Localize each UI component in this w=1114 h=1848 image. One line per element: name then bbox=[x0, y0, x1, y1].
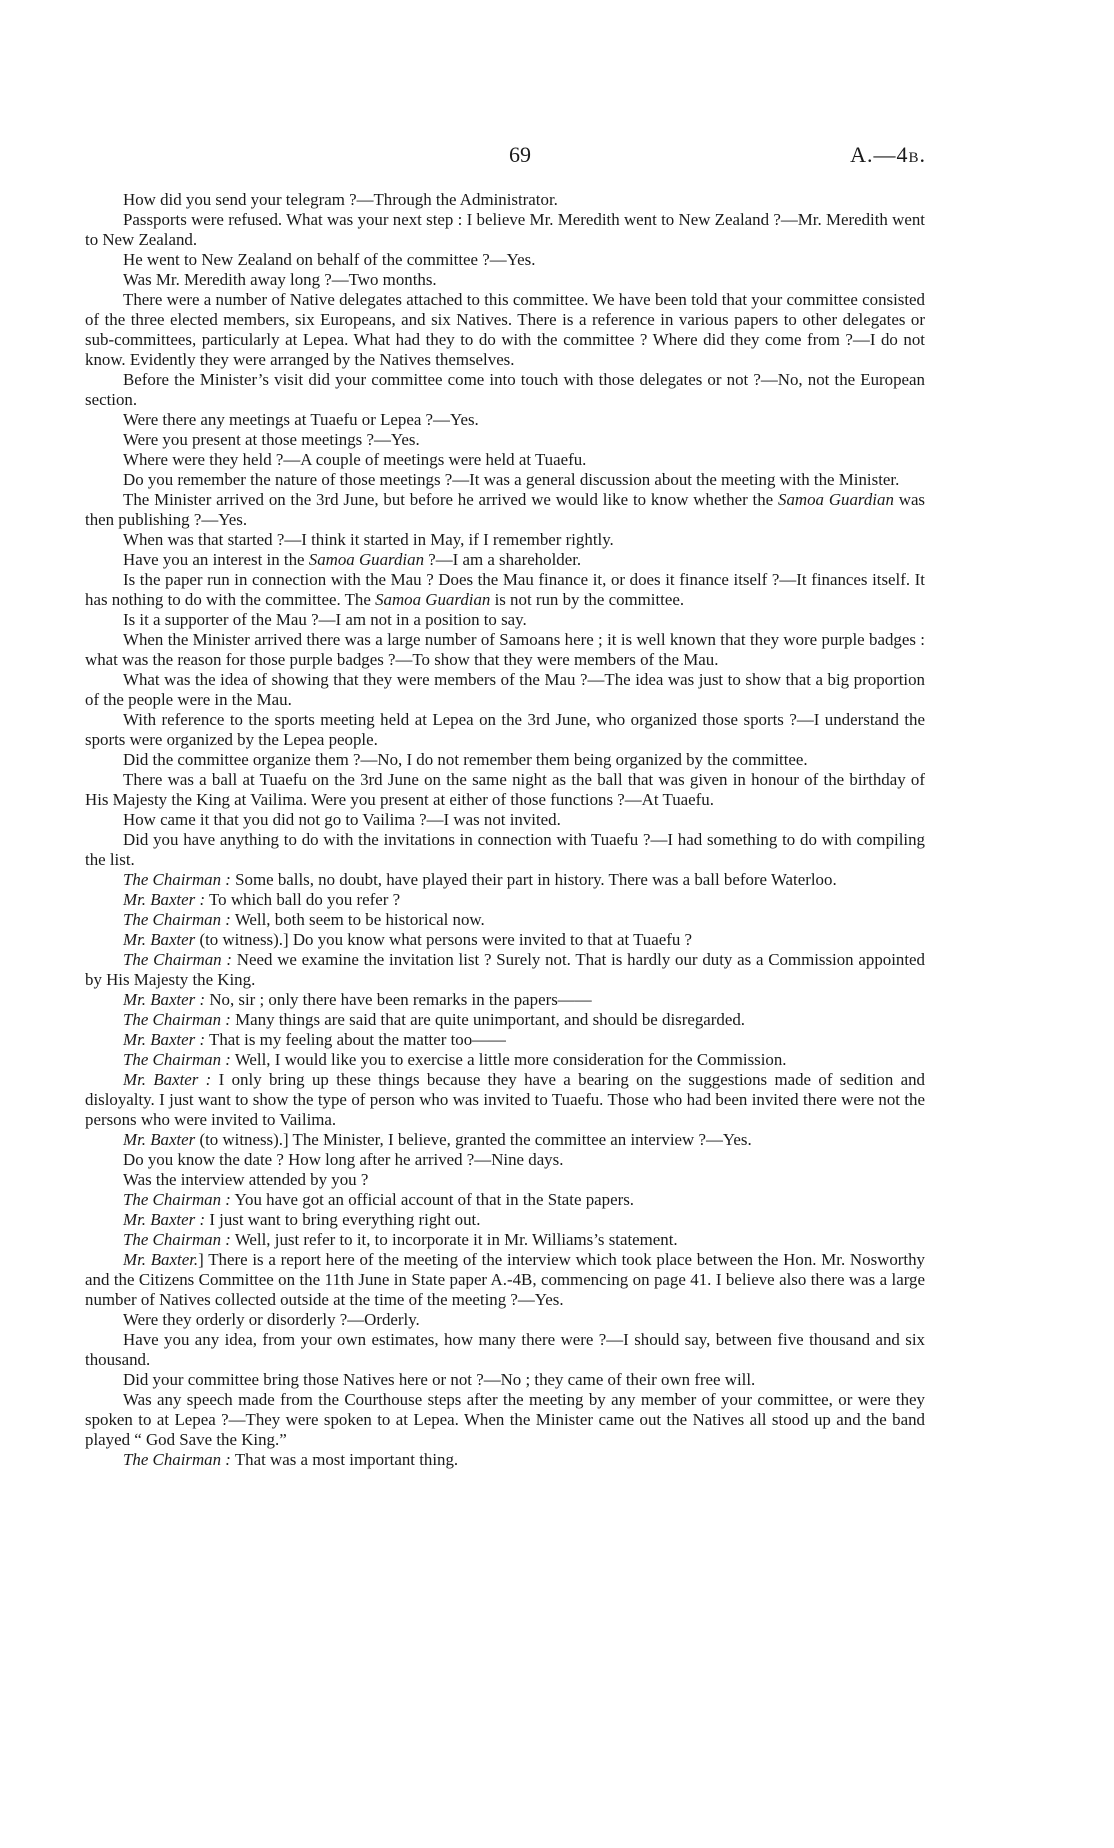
paragraph-text: Did the committee organize them ?—No, I do not remember them being organized by the committee. bbox=[123, 750, 808, 769]
paragraph bbox=[85, 290, 925, 370]
paragraph-text: ] There is a report here of the meeting of the interview which took place between the Hon. Mr. Nosworthy and the Citizens Committee on the 11th June in State paper A.-4B, commencing on page 41. I believe also there was a large number of Natives collected outside at the time of the meeting ?—Yes. bbox=[85, 1250, 925, 1309]
paragraph-text: That was a most important thing. bbox=[230, 1450, 459, 1469]
paragraph bbox=[85, 1210, 925, 1230]
paragraph bbox=[85, 630, 925, 670]
paragraph bbox=[85, 470, 925, 490]
paragraph-text: When was that started ?—I think it started in May, if I remember rightly. bbox=[123, 530, 614, 549]
italic-text: The Chairman : bbox=[123, 910, 231, 929]
paragraph-text: With reference to the sports meeting held at Lepea on the 3rd June, who organized those sports ?—I understand the sports were organized by the Lepea people. bbox=[85, 710, 925, 749]
paragraph-text: How did you send your telegram ?—Through the Administrator. bbox=[123, 190, 558, 209]
paragraph bbox=[85, 930, 925, 950]
paragraph bbox=[85, 1170, 925, 1190]
paragraph-text: Well, just refer to it, to incorporate it in Mr. Williams’s statement. bbox=[230, 1230, 678, 1249]
paragraph bbox=[85, 1030, 925, 1050]
paragraph-text: No, sir ; only there have been remarks in the papers—— bbox=[205, 990, 592, 1009]
paragraph-text: Some balls, no doubt, have played their part in history. There was a ball before Waterloo. bbox=[230, 870, 837, 889]
paragraph-text: How came it that you did not go to Vailima ?—I was not invited. bbox=[123, 810, 561, 829]
paragraph bbox=[85, 990, 925, 1010]
paragraph-text: What was the idea of showing that they were members of the Mau ?—The idea was just to show that a big proportion of the people were in the Mau. bbox=[85, 670, 925, 709]
paragraph bbox=[85, 450, 925, 470]
italic-text: Mr. Baxter bbox=[123, 1130, 196, 1149]
paragraph bbox=[85, 710, 925, 750]
paragraph-text: The Minister arrived on the 3rd June, but before he arrived we would like to know whether the bbox=[123, 490, 779, 509]
page-number: 69 bbox=[509, 142, 531, 167]
paragraph-text: There were a number of Native delegates attached to this committee. We have been told that your committee consisted of the three elected members, six Europeans, and six Natives. There is a reference in various papers to other delegates or sub-committees, particularly at Lepea. What had they to do with the committee ? Where did they come from ?—I do not know. Evidently they were arranged by the Natives themselves. bbox=[85, 290, 925, 369]
paragraph bbox=[85, 490, 925, 530]
italic-text: The Chairman : bbox=[123, 1230, 231, 1249]
paragraph-text: There was a ball at Tuaefu on the 3rd June on the same night as the ball that was given in honour of the birthday of His Majesty the King at Vailima. Were you present at either of those functions ?—At Tuaefu. bbox=[85, 770, 925, 809]
paragraph bbox=[85, 1370, 925, 1390]
paragraph-text: Did your committee bring those Natives here or not ?—No ; they came of their own free will. bbox=[123, 1370, 756, 1389]
paragraph-text: Many things are said that are quite unimportant, and should be disregarded. bbox=[230, 1010, 746, 1029]
italic-text: Mr. Baxter : bbox=[123, 990, 206, 1009]
paragraph bbox=[85, 1050, 925, 1070]
paragraph bbox=[85, 750, 925, 770]
italic-text: Mr. Baxter bbox=[123, 930, 196, 949]
italic-text: The Chairman : bbox=[123, 870, 231, 889]
paragraph bbox=[85, 950, 925, 990]
paragraph bbox=[85, 270, 925, 290]
paragraph bbox=[85, 610, 925, 630]
paragraph-text: (to witness).] Do you know what persons were invited to that at Tuaefu ? bbox=[195, 930, 693, 949]
paragraph bbox=[85, 1150, 925, 1170]
paragraph-text: Was Mr. Meredith away long ?—Two months. bbox=[123, 270, 437, 289]
paragraph bbox=[85, 910, 925, 930]
paragraph bbox=[85, 770, 925, 810]
italic-text: Samoa Guardian bbox=[308, 550, 425, 569]
paragraph bbox=[85, 1130, 925, 1150]
paragraph bbox=[85, 810, 925, 830]
paragraph bbox=[85, 370, 925, 410]
paragraph-text: Have you an interest in the bbox=[123, 550, 309, 569]
paragraph-text: You have got an official account of that in the State papers. bbox=[230, 1190, 635, 1209]
paragraph bbox=[85, 190, 925, 210]
paragraph bbox=[85, 570, 925, 610]
paper-reference bbox=[850, 142, 926, 168]
paper-ref-suffix: B bbox=[908, 150, 920, 166]
paragraph-text: Passports were refused. What was your next step : I believe Mr. Meredith went to New Zealand ?—Mr. Meredith went to New Zealand. bbox=[85, 210, 925, 249]
paragraph-text: (to witness).] The Minister, I believe, granted the committee an interview ?—Yes. bbox=[195, 1130, 752, 1149]
paragraph-text: Where were they held ?—A couple of meetings were held at Tuaefu. bbox=[123, 450, 587, 469]
paragraph-text: Well, I would like you to exercise a little more consideration for the Commission. bbox=[230, 1050, 787, 1069]
paragraph bbox=[85, 1230, 925, 1250]
italic-text: The Chairman : bbox=[123, 1450, 231, 1469]
italic-text: The Chairman : bbox=[123, 1050, 231, 1069]
paragraph-text: Before the Minister’s visit did your committee come into touch with those delegates or not ?—No, not the European section. bbox=[85, 370, 925, 409]
paragraph-text: I only bring up these things because they have a bearing on the suggestions made of sedition and disloyalty. I just want to show the type of person who was invited to Tuaefu. Those who had been invited there were not the persons who were invited to Vailima. bbox=[85, 1070, 925, 1129]
italic-text: Mr. Baxter : bbox=[123, 1210, 206, 1229]
italic-text: Mr. Baxter : bbox=[123, 890, 206, 909]
minutes-of-evidence-body bbox=[85, 190, 925, 1470]
paragraph bbox=[85, 1330, 925, 1370]
paragraph-text: He went to New Zealand on behalf of the committee ?—Yes. bbox=[123, 250, 536, 269]
paragraph bbox=[85, 670, 925, 710]
paragraph bbox=[85, 830, 925, 870]
paragraph-text: Well, both seem to be historical now. bbox=[230, 910, 485, 929]
italic-text: Mr. Baxter. bbox=[123, 1250, 199, 1269]
paragraph bbox=[85, 1190, 925, 1210]
italic-text: Samoa Guardian bbox=[375, 590, 491, 609]
italic-text: The Chairman : bbox=[123, 1010, 231, 1029]
paragraph bbox=[85, 1070, 925, 1130]
italic-text: The Chairman : bbox=[123, 1190, 231, 1209]
paragraph bbox=[85, 210, 925, 250]
paragraph-text: Need we examine the invitation list ? Surely not. That is hardly our duty as a Commission appointed by His Majesty the King. bbox=[85, 950, 926, 989]
paragraph bbox=[85, 890, 925, 910]
paper-ref-end: . bbox=[919, 142, 926, 167]
paragraph-text: Do you remember the nature of those meetings ?—It was a general discussion about the meeting with the Minister. bbox=[123, 470, 900, 489]
paragraph bbox=[85, 250, 925, 270]
paragraph-text: was then publishing ?—Yes. bbox=[85, 490, 926, 529]
italic-text: The Chairman : bbox=[123, 950, 233, 969]
paragraph-text: is not run by the committee. bbox=[490, 590, 685, 609]
paragraph-text: Do you know the date ? How long after he arrived ?—Nine days. bbox=[123, 1150, 564, 1169]
paragraph bbox=[85, 1390, 925, 1450]
paragraph bbox=[85, 1450, 925, 1470]
paragraph-text: Have you any idea, from your own estimates, how many there were ?—I should say, between five thousand and six thousand. bbox=[85, 1330, 925, 1369]
paragraph-text: Was the interview attended by you ? bbox=[123, 1170, 369, 1189]
italic-text: Mr. Baxter : bbox=[123, 1070, 212, 1089]
paragraph-text: When the Minister arrived there was a large number of Samoans here ; it is well known that they wore purple badges : what was the reason for those purple badges ?—To show that they were members of the Mau. bbox=[85, 630, 925, 669]
paragraph-text: Is the paper run in connection with the Mau ? Does the Mau finance it, or does it finance itself ?—It finances itself. It has nothing to do with the committee. The bbox=[85, 570, 925, 609]
paragraph-text: Did you have anything to do with the invitations in connection with Tuaefu ?—I had something to do with compiling the list. bbox=[85, 830, 925, 869]
paragraph bbox=[85, 1310, 925, 1330]
paragraph-text: Were you present at those meetings ?—Yes. bbox=[123, 430, 420, 449]
paragraph bbox=[85, 1010, 925, 1030]
paragraph-text: That is my feeling about the matter too—— bbox=[205, 1030, 506, 1049]
paragraph-text: Was any speech made from the Courthouse steps after the meeting by any member of your committee, or were they spoken to at Lepea ?—They were spoken to at Lepea. When the Minister came out the Natives all stood up and the band played “ God Save the King.” bbox=[85, 1390, 925, 1449]
paragraph-text: Is it a supporter of the Mau ?—I am not in a position to say. bbox=[123, 610, 527, 629]
paper-ref-prefix: A.—4 bbox=[850, 142, 909, 167]
paragraph bbox=[85, 530, 925, 550]
paragraph bbox=[85, 430, 925, 450]
paragraph-text: ?—I am a shareholder. bbox=[424, 550, 582, 569]
paragraph bbox=[85, 550, 925, 570]
paragraph-text: Were they orderly or disorderly ?—Orderly. bbox=[123, 1310, 420, 1329]
italic-text: Mr. Baxter : bbox=[123, 1030, 206, 1049]
paragraph-text: To which ball do you refer ? bbox=[205, 890, 401, 909]
paragraph bbox=[85, 1250, 925, 1310]
paragraph-text: I just want to bring everything right out. bbox=[205, 1210, 481, 1229]
paragraph bbox=[85, 870, 925, 890]
paragraph-text: Were there any meetings at Tuaefu or Lepea ?—Yes. bbox=[123, 410, 479, 429]
paragraph bbox=[85, 410, 925, 430]
italic-text: Samoa Guardian bbox=[778, 490, 894, 509]
